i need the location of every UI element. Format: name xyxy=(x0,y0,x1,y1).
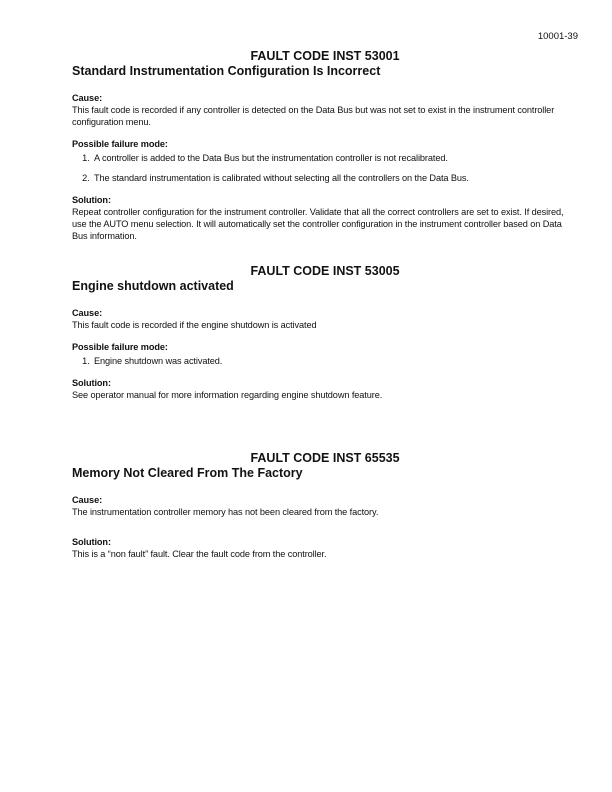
possible-failure-mode-label: Possible failure mode: xyxy=(72,342,168,352)
solution-text: Repeat controller configuration for the instrument controller. Validate that all the correct controllers are set to exist. If desired, use the AUTO menu selection. It will automatically set the controller configuration in the instrument controller based on Data Bus information. xyxy=(72,207,564,241)
fault-code-heading: FAULT CODE INST 65535 xyxy=(250,451,400,465)
solution-label: Solution: xyxy=(72,378,111,388)
failure-mode-item: 2. The standard instrumentation is calibrated without selecting all the controllers on the Data Bus. xyxy=(92,172,574,184)
fault-section-53005 xyxy=(72,264,578,401)
solution-block xyxy=(72,377,578,401)
fault-code-heading: FAULT CODE INST 53001 xyxy=(250,49,400,63)
solution-text: See operator manual for more information regarding engine shutdown feature. xyxy=(72,390,383,400)
fault-title: Engine shutdown activated xyxy=(72,279,234,293)
cause-text: The instrumentation controller memory has not been cleared from the factory. xyxy=(72,507,379,517)
possible-failure-mode-block xyxy=(72,138,578,184)
solution-label: Solution: xyxy=(72,537,111,547)
cause-text: This fault code is recorded if the engine shutdown is activated xyxy=(72,320,317,330)
solution-block xyxy=(72,536,578,560)
failure-mode-list xyxy=(72,152,578,184)
solution-text: This is a “non fault” fault. Clear the fault code from the controller. xyxy=(72,549,327,559)
fault-section-53001 xyxy=(72,49,578,242)
cause-label: Cause: xyxy=(72,93,103,103)
solution-label: Solution: xyxy=(72,195,111,205)
fault-title: Memory Not Cleared From The Factory xyxy=(72,466,303,480)
cause-block xyxy=(72,307,578,331)
cause-label: Cause: xyxy=(72,308,103,318)
fault-section-65535 xyxy=(72,451,578,560)
cause-block xyxy=(72,494,578,518)
failure-mode-item: 1. Engine shutdown was activated. xyxy=(92,355,574,367)
cause-block xyxy=(72,92,578,128)
possible-failure-mode-block xyxy=(72,341,578,367)
possible-failure-mode-label: Possible failure mode: xyxy=(72,139,168,149)
failure-mode-item: 1. A controller is added to the Data Bus but the instrumentation controller is not recalibrated. xyxy=(92,152,574,164)
page-number: 10001-39 xyxy=(537,31,578,42)
cause-text: This fault code is recorded if any controller is detected on the Data Bus but was not set to exist in the instrument controller configuration menu. xyxy=(72,105,555,127)
solution-block xyxy=(72,194,578,242)
failure-mode-list xyxy=(72,355,578,367)
fault-code-heading: FAULT CODE INST 53005 xyxy=(250,264,400,278)
cause-label: Cause: xyxy=(72,495,103,505)
fault-title: Standard Instrumentation Configuration Is Incorrect xyxy=(72,64,381,78)
